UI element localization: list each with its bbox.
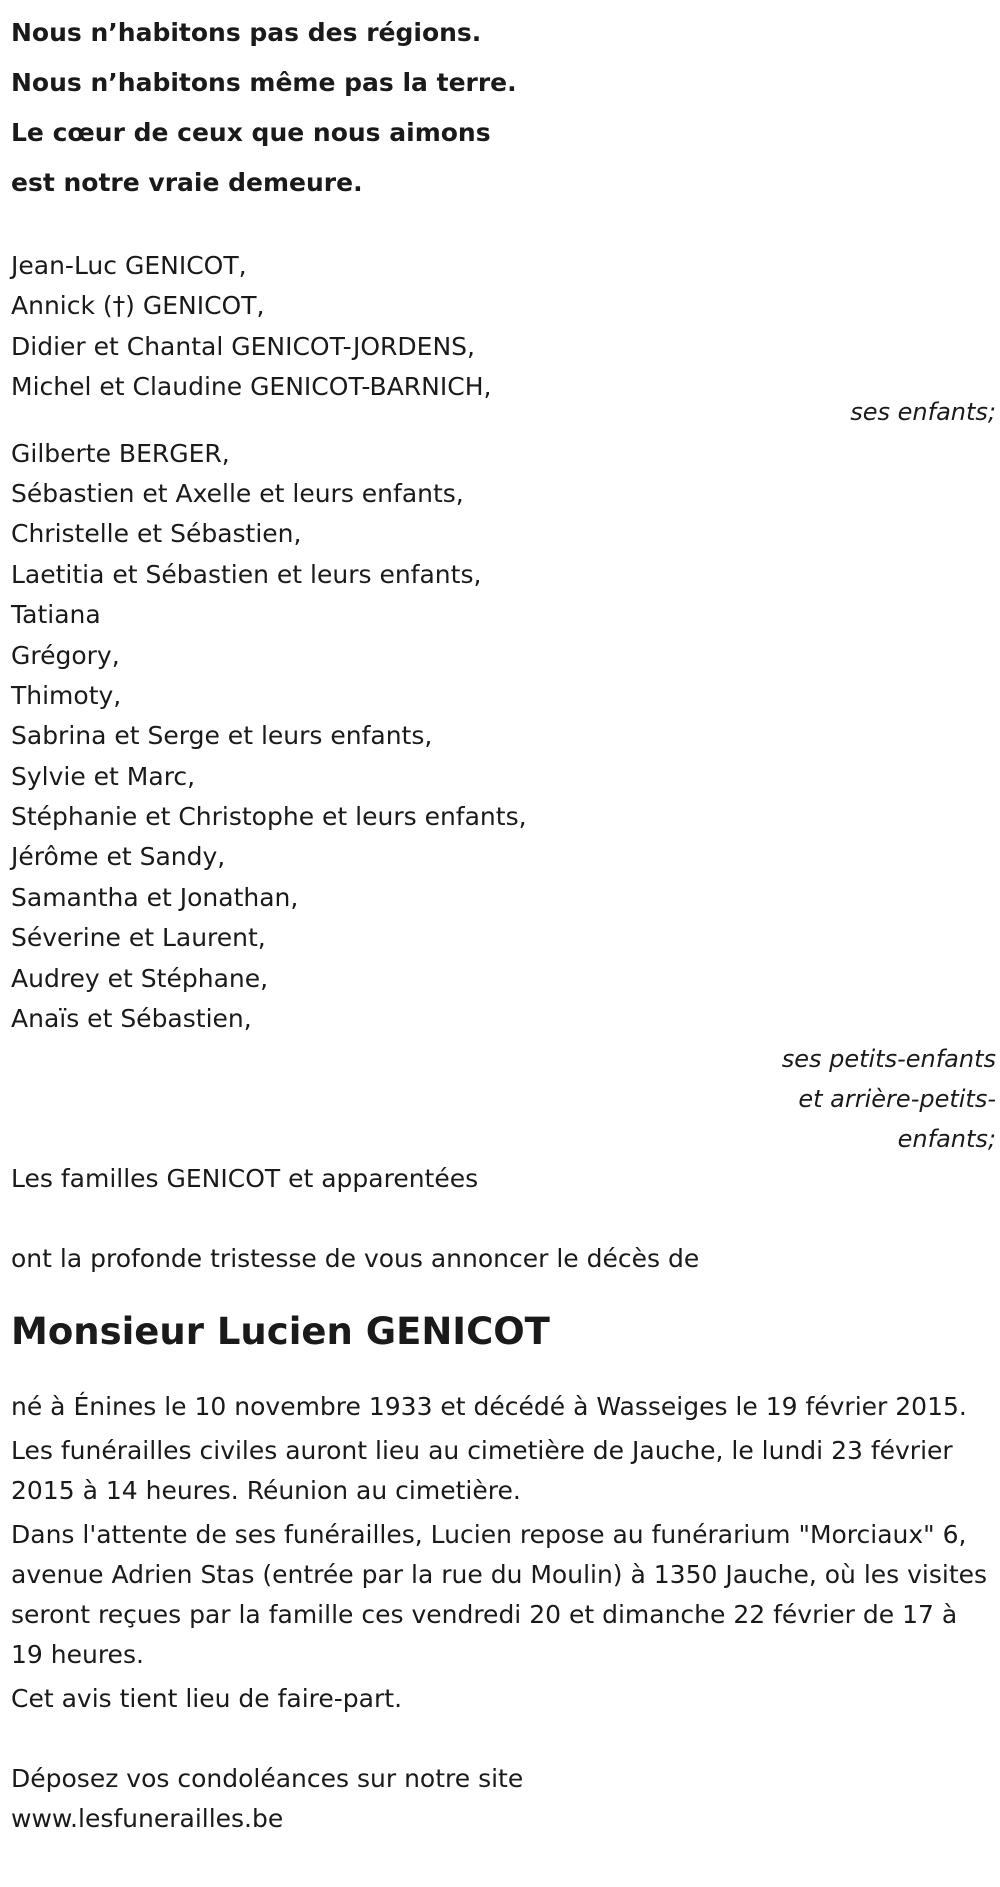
child-name: Didier et Chantal GENICOT-JORDENS, <box>11 331 475 361</box>
grandchild-name: Gilberte BERGER, <box>11 438 230 468</box>
grandchild-name: Grégory, <box>11 640 120 670</box>
grandchild-name: Séverine et Laurent, <box>11 923 266 953</box>
grandchild-name: Christelle et Sébastien, <box>11 519 302 549</box>
website-link[interactable]: www.lesfunerailles.be <box>11 1804 284 1834</box>
child-name: Annick (†) GENICOT, <box>11 291 265 321</box>
grandchildren-group <box>11 434 996 1160</box>
grandchild-name: Sylvie et Marc, <box>11 761 196 791</box>
grandchild-name: Sabrina et Serge et leurs enfants, <box>11 721 433 751</box>
poem <box>11 8 996 208</box>
grandchild-name: Sébastien et Axelle et leurs enfants, <box>11 478 464 508</box>
grandchild-name: Jérôme et Sandy, <box>11 842 226 872</box>
condolences-line: Déposez vos condoléances sur notre site <box>11 1764 524 1794</box>
deceased-name: Monsieur Lucien GENICOT <box>11 1310 550 1354</box>
grandchild-name: Anaïs et Sébastien, <box>11 1004 252 1034</box>
grandchild-name: Tatiana <box>11 600 101 630</box>
children-group <box>11 246 996 432</box>
relation-line: enfants; <box>897 1125 996 1154</box>
poem-line: Nous n’habitons même pas la terre. <box>11 68 517 97</box>
birth-death-info: né à Énines le 10 novembre 1933 et décédé à Wasseiges le 19 février 2015. <box>11 1392 967 1422</box>
grandchild-name: Thimoty, <box>11 680 122 710</box>
grandchild-name: Laetitia et Sébastien et leurs enfants, <box>11 559 482 589</box>
obituary-notice <box>11 0 996 1839</box>
relation-line: ses petits-enfants <box>781 1045 996 1074</box>
grandchildren-relation <box>11 1039 996 1159</box>
funeral-info: Les funérailles civiles auront lieu au cimetière de Jauche, le lundi 23 février 2015 à 14 heures. Réunion au cimetière. <box>11 1436 953 1506</box>
poem-line: Le cœur de ceux que nous aimons <box>11 118 491 147</box>
child-name: Michel et Claudine GENICOT-BARNICH, <box>11 372 492 402</box>
notice-line: Cet avis tient lieu de faire-part. <box>11 1684 403 1714</box>
child-name: Jean-Luc GENICOT, <box>11 251 247 280</box>
poem-line: Nous n’habitons pas des régions. <box>11 18 482 47</box>
grandchild-name: Audrey et Stéphane, <box>11 963 269 993</box>
announcement-line: ont la profonde tristesse de vous annoncer le décès de <box>11 1244 700 1274</box>
poem-line: est notre vraie demeure. <box>11 168 363 197</box>
children-relation: ses enfants; <box>850 397 996 426</box>
grandchild-name: Samantha et Jonathan, <box>11 882 299 912</box>
grandchild-name: Stéphanie et Christophe et leurs enfants, <box>11 802 527 832</box>
relation-line: et arrière-petits- <box>798 1085 996 1114</box>
visitation-info: Dans l'attente de ses funérailles, Lucien repose au funérarium "Morciaux" 6, avenue Adrien Stas (entrée par la rue du Moulin) à 1350 Jauche, où les visites seront reçues par la famille ces vendredi 20 et dimanche 22 février de 17 à 19 heures. <box>11 1520 988 1670</box>
families-line: Les familles GENICOT et apparentées <box>11 1164 479 1194</box>
